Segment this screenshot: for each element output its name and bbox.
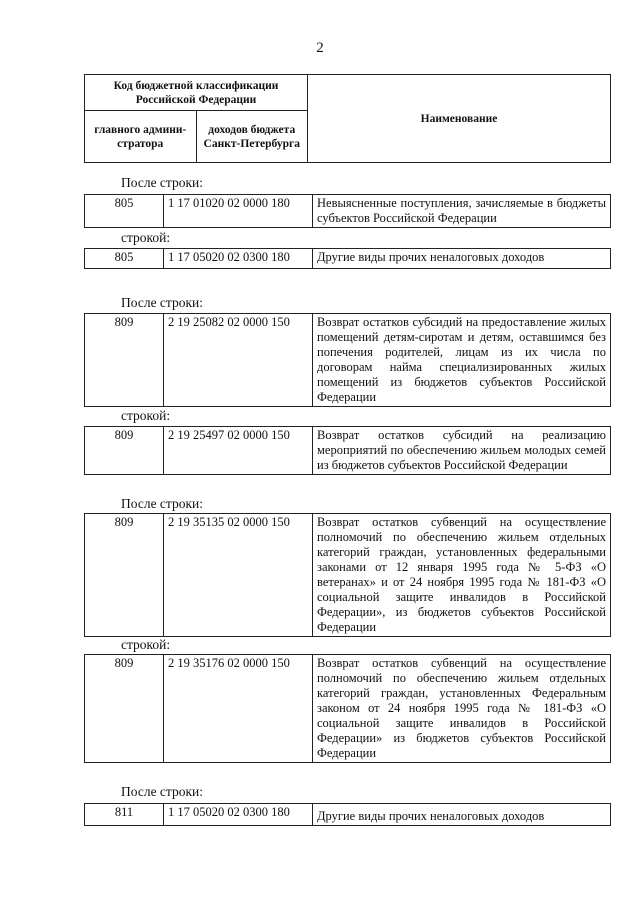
admin-code: 809 xyxy=(85,427,164,475)
page-number: 2 xyxy=(316,40,324,56)
table-row xyxy=(84,803,611,826)
row-name: Возврат остатков субвенций на осуществление полномочий по обеспечению жильем отдельных категорий граждан, установленных Федеральным законом от 24 ноября 1995 года № 181-ФЗ «О социальной защите инвалидов в Российской Федерации» из бюджетов субъектов Российской Федерации xyxy=(313,655,611,763)
row-name: Возврат остатков субсидий на реализацию мероприятий по обеспечению жильем молодых семей из бюджетов субъектов Российской Федерации xyxy=(313,427,611,475)
row-name: Другие виды прочих неналоговых доходов xyxy=(313,804,611,826)
admin-code: 811 xyxy=(85,804,164,826)
table-row xyxy=(84,654,611,763)
row-name: Другие виды прочих неналоговых доходов xyxy=(313,249,611,269)
income-code: 2 19 25082 02 0000 150 xyxy=(164,314,313,407)
name-header: Наименование xyxy=(308,75,611,163)
income-code: 1 17 01020 02 0000 180 xyxy=(164,195,313,228)
income-code: 2 19 35176 02 0000 150 xyxy=(164,655,313,763)
with-label: строкой: xyxy=(121,230,171,245)
after-label: После строки: xyxy=(121,784,204,799)
with-label: строкой: xyxy=(121,637,171,652)
table-row xyxy=(84,194,611,228)
admin-code: 809 xyxy=(85,655,164,763)
income-code: 2 19 25497 02 0000 150 xyxy=(164,427,313,475)
admin-code: 809 xyxy=(85,314,164,407)
table-row xyxy=(84,513,611,637)
table-row xyxy=(84,426,611,475)
after-label: После строки: xyxy=(121,496,204,511)
table-row xyxy=(84,313,611,407)
income-code: 1 17 05020 02 0300 180 xyxy=(164,804,313,826)
row-name: Возврат остатков субсидий на предоставление жилых помещений детям-сиротам и детям, оставшимся без попечения родителей, лицам из их числа по договорам найма специализированных жилых помещений из бюджетов субъектов Российской Федерации xyxy=(313,314,611,407)
table-row xyxy=(84,248,611,269)
row-name: Невыясненные поступления, зачисляемые в бюджеты субъектов Российской Федерации xyxy=(313,195,611,228)
income-header: доходов бюджета Санкт-Петербурга xyxy=(196,111,308,163)
with-label: строкой: xyxy=(121,408,171,423)
admin-code: 809 xyxy=(85,514,164,637)
admin-code: 805 xyxy=(85,249,164,269)
admin-code: 805 xyxy=(85,195,164,228)
row-name: Возврат остатков субвенций на осуществление полномочий по обеспечению жильем отдельных категорий граждан, установленных федеральными законами от 12 января 1995 года № 5-ФЗ «О ветеранах» и от 24 ноября 1995 года № 181-ФЗ «О социальной защите инвалидов в Российской Федерации», из бюджетов субъектов Российской Федерации xyxy=(313,514,611,637)
income-code: 2 19 35135 02 0000 150 xyxy=(164,514,313,637)
code-title: Код бюджетной классификации Российской Федерации xyxy=(85,75,308,111)
after-label: После строки: xyxy=(121,295,204,310)
income-code: 1 17 05020 02 0300 180 xyxy=(164,249,313,269)
header-table xyxy=(84,74,611,163)
after-label: После строки: xyxy=(121,175,204,190)
admin-header: главного админи-стратора xyxy=(85,111,197,163)
